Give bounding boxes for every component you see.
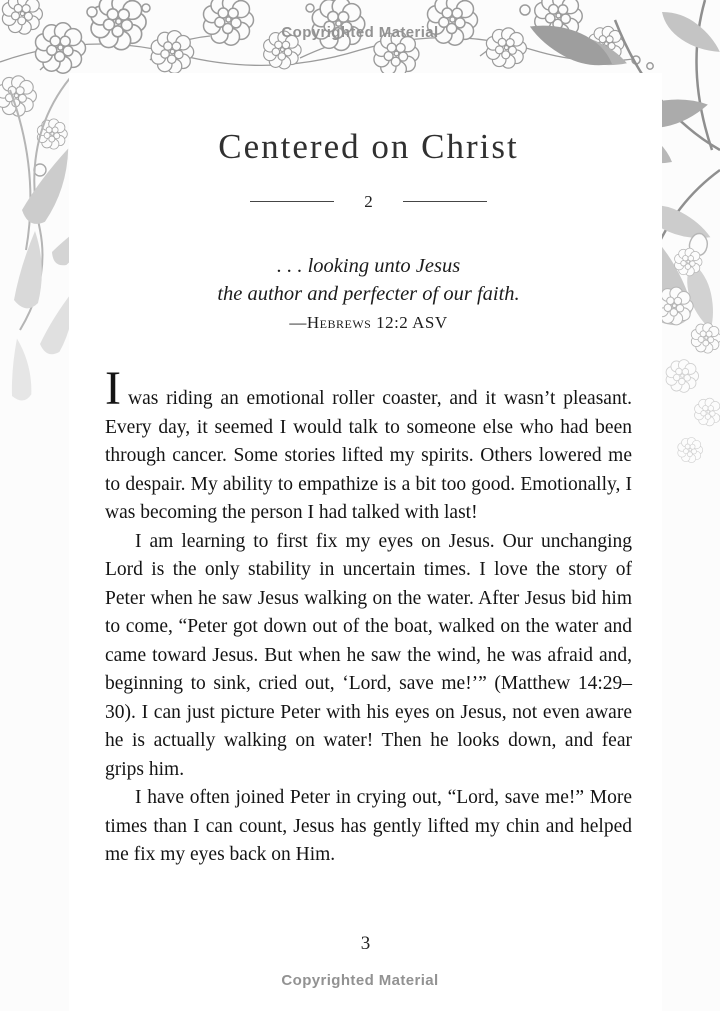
book-page [69,73,662,1011]
divider-line-right [403,201,487,202]
epigraph-attribution [105,313,632,333]
epigraph-line-2: the author and perfecter of our faith. [217,283,520,306]
chapter-marker [105,193,632,210]
chapter-title: Centered on Christ [218,127,519,166]
paragraph-1-text: was riding an emotional roller coaster, and it wasn’t pleasant. Every day, it seemed I would talk to someone else who had been through cancer. Some stories lifted my spirits. Others lowered me to despair. My ability to empathize is a bit too good. Emotionally, I was becoming the person I had talked with last! [105,388,632,524]
epigraph-line-1: . . . looking unto Jesus [276,255,461,278]
copyright-notice-top: Copyrighted Material [281,24,439,41]
paragraph-3: I have often joined Peter in crying out, “Lord, save me!” More times than I can count, Jesus has gently lifted my chin and helped me fix my eyes back on Him. [105,787,632,866]
epigraph [105,252,632,308]
copyright-notice-bottom: Copyrighted Material [281,972,439,989]
page-number: 3 [360,933,371,954]
divider-line-left [250,201,334,202]
body-text [105,362,632,870]
scripture-reference-verse: 12:2 ASV [371,313,448,333]
chapter-number: 2 [364,192,373,212]
paragraph-1 [105,362,632,528]
drop-cap: I [105,362,121,416]
paragraph-2: I am learning to first fix my eyes on Jesus. Our unchanging Lord is the only stability in uncertain times. I love the story of Peter when he saw Jesus walking on the water. After Jesus bid him to come, “Peter got down out of the boat, walked on the water and came toward Jesus. But when he saw the wind, he was afraid and, beginning to sink, cried out, ‘Lord, save me!’” (Matthew 14:29–30). I can just picture Peter with his eyes on Jesus, not even aware he is actually walking on water! Then he looks down, and fear grips him. [105,530,632,780]
right-fading-flowers [666,360,720,463]
scripture-reference-book: —Hebrews [289,313,372,333]
